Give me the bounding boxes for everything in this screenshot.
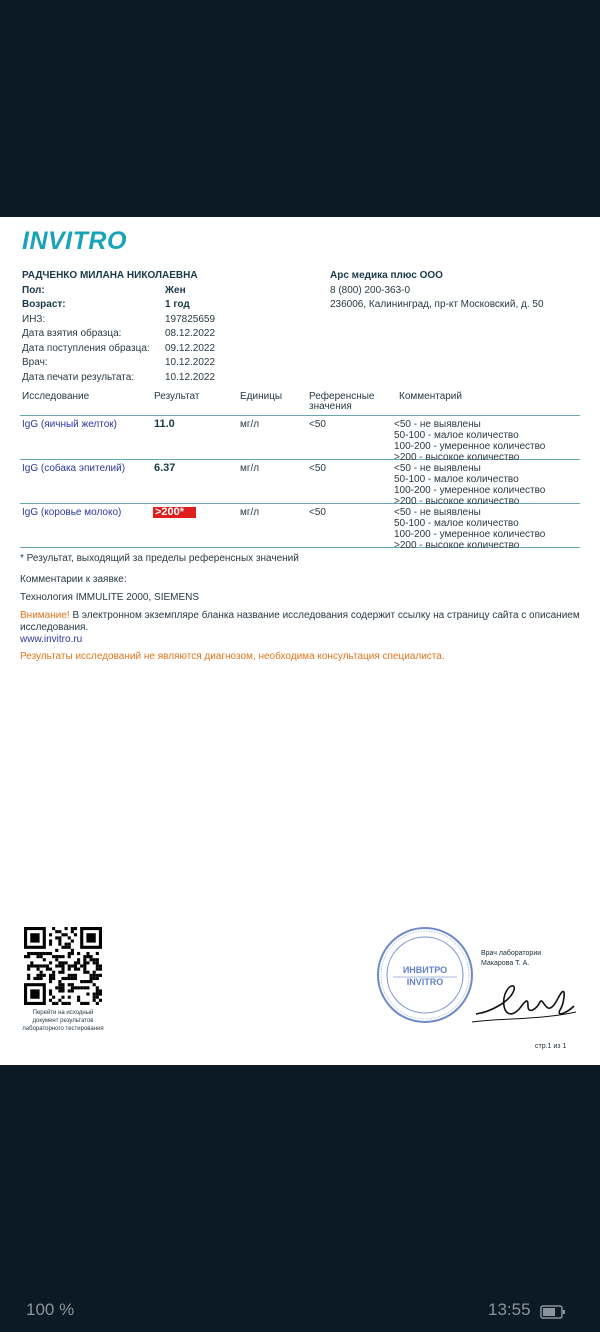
result-value: 11.0 bbox=[154, 418, 175, 430]
svg-text:ИНВИТРО: ИНВИТРО bbox=[402, 965, 448, 975]
header-units: Единицы bbox=[240, 391, 283, 402]
clock: 13:55 bbox=[488, 1300, 531, 1319]
table-header bbox=[20, 392, 580, 416]
test-name-link[interactable]: IgG (коровье молоко) bbox=[22, 507, 122, 518]
zoom-level: 100 % bbox=[26, 1300, 75, 1319]
qr-caption: Перейти на исходный документ результатов лабораторного тестирования bbox=[22, 1010, 104, 1032]
attention-word: Внимание! bbox=[20, 610, 70, 621]
attention-note bbox=[20, 610, 582, 634]
result-units: мг/л bbox=[240, 507, 260, 518]
patient-field bbox=[22, 371, 215, 386]
field-label: Дата печати результата: bbox=[22, 371, 135, 383]
comment-line: <50 - не выявлены bbox=[394, 507, 481, 518]
reference-range: <50 bbox=[309, 463, 326, 474]
comment-line: 50-100 - малое количество bbox=[394, 474, 519, 485]
field-label: Дата поступления образца: bbox=[22, 342, 150, 354]
field-label: Пол: bbox=[22, 284, 45, 296]
comment-line: <50 - не выявлены bbox=[394, 463, 481, 474]
field-value: 10.12.2022 bbox=[165, 357, 216, 368]
test-name-link[interactable]: IgG (яичный желток) bbox=[22, 419, 117, 430]
field-value: 1 год bbox=[165, 299, 190, 310]
comment-line: 100-200 - умеренное количество bbox=[394, 529, 546, 540]
comment-line: >200 - высокое количество bbox=[394, 540, 520, 551]
lab-name: Арс медика плюс ООО bbox=[330, 270, 443, 281]
comment-line: 100-200 - умеренное количество bbox=[394, 441, 546, 452]
test-name-link[interactable]: IgG (собака эпителий) bbox=[22, 463, 126, 474]
footnote: * Результат, выходящий за пределы референсных значений bbox=[20, 553, 299, 564]
signature bbox=[470, 962, 580, 1034]
header-result: Результат bbox=[154, 391, 200, 402]
reference-range: <50 bbox=[309, 507, 326, 518]
status-bar bbox=[0, 1288, 600, 1332]
attention-text: В электронном экземпляре бланка название исследования содержит ссылку на страницу сайта с описанием исследования. bbox=[20, 610, 580, 633]
patient-field bbox=[22, 342, 215, 357]
lab-address: 236006, Калининград, пр-кт Московский, д. 50 bbox=[330, 299, 544, 310]
signer-name: Макарова Т. А. bbox=[481, 960, 530, 967]
result-document bbox=[0, 217, 600, 1065]
comment-line: 50-100 - малое количество bbox=[394, 430, 519, 441]
comment-line: 50-100 - малое количество bbox=[394, 518, 519, 529]
field-label: Дата взятия образца: bbox=[22, 328, 122, 339]
comment-block bbox=[394, 419, 545, 463]
technology: Технология IMMULITE 2000, SIEMENS bbox=[20, 592, 200, 603]
comment-line: >200 - высокое количество bbox=[394, 496, 520, 507]
lab-phone: 8 (800) 200-363-0 bbox=[330, 284, 411, 296]
comment-block bbox=[394, 507, 545, 551]
comments-label: Комментарии к заявке: bbox=[20, 574, 127, 585]
header-test: Исследование bbox=[22, 391, 90, 402]
result-units: мг/л bbox=[240, 463, 260, 474]
field-label: Возраст: bbox=[22, 299, 66, 310]
field-value: 10.12.2022 bbox=[165, 371, 216, 383]
field-value: Жен bbox=[165, 284, 186, 296]
patient-info bbox=[22, 269, 215, 385]
patient-field bbox=[22, 356, 215, 371]
invitro-logo: INVITRO bbox=[22, 227, 127, 255]
comment-line: <50 - не выявлены bbox=[394, 419, 481, 430]
field-value: 08.12.2022 bbox=[165, 328, 216, 339]
disclaimer: Результаты исследований не являются диагнозом, необходима консультация специалиста. bbox=[20, 651, 445, 662]
result-flagged: >200* bbox=[153, 507, 196, 518]
result-value: 6.37 bbox=[154, 462, 176, 474]
header-reference: Референсные значения bbox=[309, 391, 375, 412]
comment-block bbox=[394, 463, 545, 507]
battery-icon bbox=[540, 1305, 566, 1319]
qr-code[interactable] bbox=[24, 927, 102, 1005]
patient-field bbox=[22, 327, 215, 342]
results-table bbox=[20, 391, 580, 551]
lab-stamp bbox=[375, 925, 475, 1025]
lab-info bbox=[330, 269, 544, 313]
table-row bbox=[20, 460, 580, 507]
table-row bbox=[20, 416, 580, 463]
field-label: Врач: bbox=[22, 357, 48, 368]
header-comment: Комментарий bbox=[399, 391, 462, 402]
notes-section bbox=[20, 553, 582, 663]
svg-text:INVITRO: INVITRO bbox=[406, 977, 444, 987]
signer-title: Врач лаборатории bbox=[481, 950, 542, 957]
field-label: ИНЗ: bbox=[22, 313, 46, 325]
field-value: 197825659 bbox=[165, 313, 216, 325]
result-units: мг/л bbox=[240, 419, 260, 430]
website-link[interactable]: www.invitro.ru bbox=[20, 634, 83, 645]
comment-line: 100-200 - умеренное количество bbox=[394, 485, 546, 496]
field-value: 09.12.2022 bbox=[165, 342, 216, 354]
patient-name: РАДЧЕНКО МИЛАНА НИКОЛАЕВНА bbox=[22, 270, 198, 281]
patient-field bbox=[22, 313, 215, 328]
reference-range: <50 bbox=[309, 419, 326, 430]
page-number: стр.1 из 1 bbox=[535, 1043, 567, 1050]
patient-field bbox=[22, 284, 215, 299]
patient-field bbox=[22, 298, 215, 313]
table-row bbox=[20, 504, 580, 551]
comment-line: >200 - высокое количество bbox=[394, 452, 520, 463]
